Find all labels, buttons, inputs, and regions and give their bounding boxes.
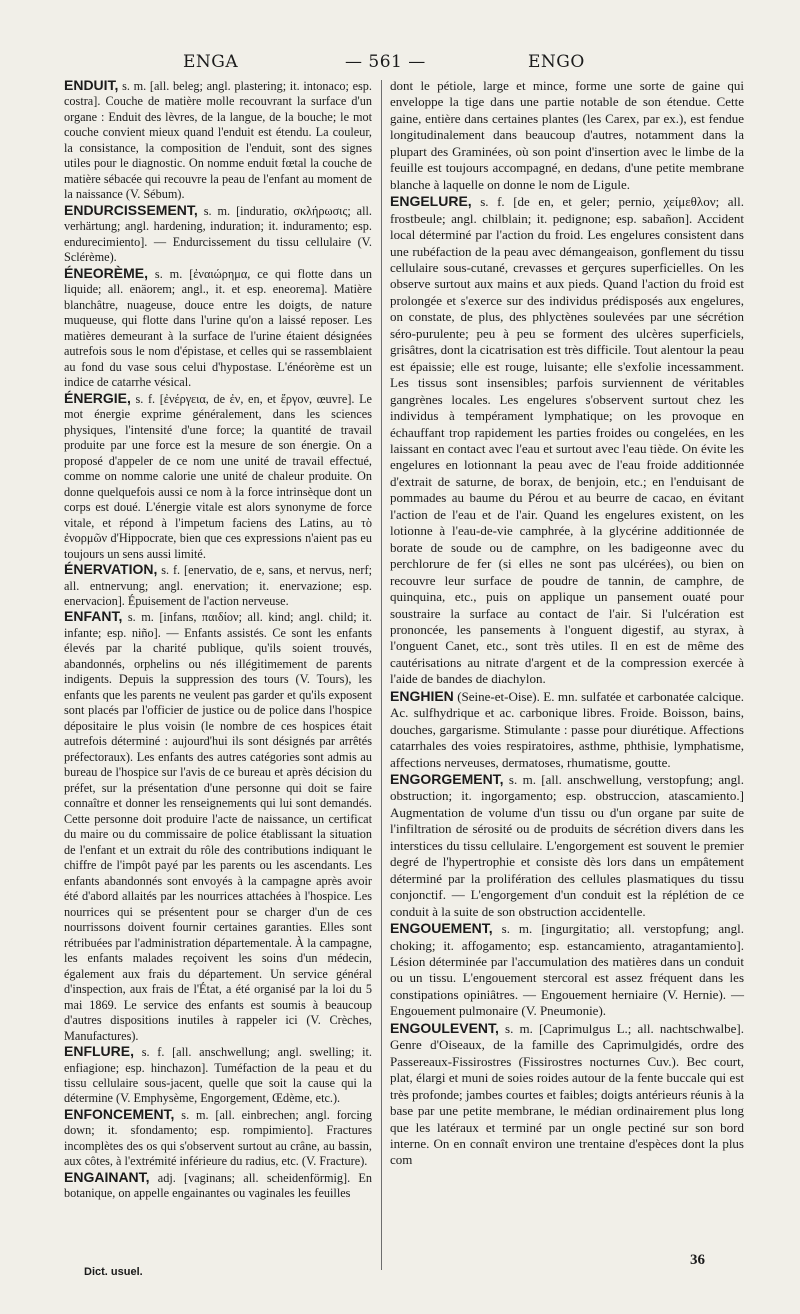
dictionary-entry (64, 203, 372, 266)
dictionary-entry (64, 1170, 372, 1202)
entry-headword: ENDUIT, (64, 77, 119, 93)
right-column (390, 78, 744, 1169)
entry-text: s. m. [all. anschwellung, verstopfung; angl. obstruction; it. ingorgamento; esp. obstruccion, atascamiento.] Augmentation de volume d'un tissu ou d'un organe par suite de l'infiltration de sérosité ou de produits de sécrétion divers dans les interstices du tissu cellulaire. L'engorgement est souvent le premier degré de l'hypertrophie et consiste dès lors dans un empâtement déterminé par la prolifération des cellules plasmatiques du tissu conjonctif. — L'engorgement d'un conduit est la réplétion de ce conduit à la suite de son obstruction accidentelle. (390, 772, 744, 919)
dictionary-entry (64, 1107, 372, 1170)
dictionary-entry (64, 1044, 372, 1107)
entry-headword: ENGOULEVENT, (390, 1019, 499, 1036)
entry-text: s. f. [de en, et geler; pernio, χείμεθλον; all. frostbeule; angl. chilblain; it. pedignone; esp. sabañon]. Accident local déterminé par l'action du froid. Les engelures consistent dans une rubéfaction de la peau avec démangeaison, gonflement du tissu cellulaire sous-cutané, crevasses et gerçures superficielles. On les observe surtout aux mains et aux pieds. Quand l'action du froid est prolongée et s'exerce sur des individus prédisposés aux engelures, on constate, de plus, des phlyctènes soulevées par une sécrétion séro-purulente; peu à peu se forment des ulcères superficiels, grisâtres, dont la cicatrisation est très difficile. Tout alentour la peau est épaissie; elle est rouge, luisante; elle s'exfolie incessamment. Les tissus sont insensibles; parfois surviennent de véritables gangrènes locales. Les engelures s'observent surtout chez les individus à tempérament lymphatique; on les provoque en échauffant trop rapidement les parties froides ou congelées, en les laissant en contact avec l'eau et surtout avec l'eau tiède. On évite les engelures en lotionnant la peau avec de l'eau froide additionnée d'extrait de saturne, de borax, de benjoin, etc.; en l'enduisant de pommades au baume du Pérou et au beurre de cacao, en évitant l'action de l'eau et de l'air. Quand les engelures existent, on les lotionne à l'eau-de-vie camphrée, à la glycérine additionnée de borate de soude ou de camphre, on les badigeonne avec du perchlorure de fer (si elles ne sont pas ulcérées), ou bien on recouvre leur surface de poudre de tannin, de camphre, de quinquina, etc., puis on applique un pansement ouaté pour soustraire la surface au contact de l'air. Si l'ulcération est prononcée, les pansements à l'onguent digestif, au styrax, à l'onguent Canet, etc., sont très utiles. Il en est de même des cautérisations au nitrate d'argent et de la compression exercée à l'aide de bandes de diachylon. (390, 194, 744, 687)
entry-text: dont le pétiole, large et mince, forme une sorte de gaine qui enveloppe la tige dans une partie notable de son étendue. Cette gaine, entière dans certaines plantes (les Carex, par ex.), est fendue longitudinalement dans beaucoup d'autres, notamment dans la plupart des Graminées, où son point d'insertion avec le limbe de la feuille est toujours accompagné, en dedans, d'une petite membrane blanche à laquelle on donne le nom de Ligule. (390, 78, 744, 192)
dictionary-entry (390, 78, 744, 193)
entry-headword: ENGHIEN (390, 687, 454, 704)
entry-headword: ENFLURE, (64, 1043, 134, 1060)
entry-headword: ENFANT, (64, 608, 123, 625)
entry-headword: ENFONCEMENT, (64, 1105, 175, 1122)
signature-number: 36 (690, 1252, 705, 1268)
dictionary-entry (64, 562, 372, 609)
entry-text: s. m. [Caprimulgus L.; all. nachtschwalbe]. Genre d'Oiseaux, de la famille des Caprimulgidés, ordre des Passereaux-Fissirostres (Fissirostres nocturnes Cuv.). Bec court, plat, élargi et muni de soies roides autour de la fente buccale qui est très profonde; jambes courtes et faibles; doigts antérieurs réunis à la base par une petite membrane, le médian ordinairement plus long que les latéraux et terminé par un ongle pectiné sur son bord interne. On en connaît environ une trentaine d'espèces dont la plus com (390, 1020, 744, 1168)
header-left-guideword: ENGA (183, 52, 239, 72)
header-right-guideword: ENGO (528, 52, 585, 72)
entry-text: s. m. [infans, παιδίον; all. kind; angl. child; it. infante; esp. niño]. — Enfants assistés. Ce sont les enfants élevés par la charité publique, qu'ils soient trouvés, abandonnés, orphelins ou nés illégitimement de parents indigents. Depuis la suppression des tours (V. Tours), les enfants que les parents ne veulent pas garder et qu'ils exposent sont placés par l'officier de justice ou de police dans l'hospice dépositaire le plus voisin (le nombre de ces hospices était autrefois déterminé : aujourd'hui ils sont désignés par arrêtés préfectoraux). Les enfants des autres catégories sont admis au bureau de l'hospice sur l'avis de ce bureau et après décision du préfet, sur la présentation d'une personne qui doit se faire connaître et donner les renseignements qui lui sont demandés. Cette personne doit produire l'acte de naissance, un certificat du maire ou du commissaire de police établissant la situation de l'enfant et un extrait du rôle des contributions indiquant le chiffre de l'impôt payé par les parents ou les ascendants. Les enfants abandonnés sont envoyés à la campagne après avoir été d'abord allaités par les nourrices attachées à l'hospice. Les nourrices qui se présentent pour se charger d'un de ces nourrissons doivent fournir certaines garanties. Elles sont rétribuées par l'administration départementale. À la campagne, les enfants malades reçoivent les soins d'un médecin, également aux frais du département. Un service général d'inspection, aux frais de l'État, a été organisé par la loi du 5 mai 1869. Le service des enfants est soumis à beaucoup d'autres dispositions inutiles à rappeler ici (V. Crèches, Manufactures). (64, 610, 372, 1043)
entry-headword: ENGORGEMENT, (390, 771, 504, 788)
page-header (0, 52, 800, 74)
dictionary-entry (390, 771, 744, 920)
entry-text: (Seine-et-Oise). E. mn. sulfatée et carbonatée calcique. Ac. sulfhydrique et ac. carbonique libres. Froide. Boisson, bains, douches, gargarisme. Stimulante : passe pour diurétique. Affections catarrhales des voies respiratoires, asthme, phthisie, lymphatisme, affections nerveuses, dermatoses, rhumatisme, goutte. (390, 688, 744, 770)
dictionary-entry (64, 391, 372, 562)
entry-headword: ENGAINANT, (64, 1168, 150, 1185)
entry-headword: ÉNERGIE, (64, 389, 131, 406)
dictionary-entry (64, 78, 372, 203)
entry-text: s. m. [ingurgitatio; all. verstopfung; angl. choking; it. affogamento; esp. estancamiento, atragantamiento]. Lésion déterminée par l'accumulation des matières dans un conduit ou un tissu. L'engouement stercoral est assez fréquent dans les constipations opiniâtres. — Engouement herniaire (V. Hernie). — Engouement pulmonaire (V. Pneumonie). (390, 921, 744, 1019)
entry-text: s. f. [ἐνέργεια, de ἐν, en, et ἔργον, œuvre]. Le mot énergie exprime généralement, dans les sciences physiques, l'intensité d'une force; la quantité de travail produite par une force est la mesure de son énergie. On a proposé d'appeler de ce nom une unité de travail effectué, comme on nomme calorie une unité de chaleur produite. On donne quelquefois aussi ce nom à la force intrinsèque dont un corps est doué. L'énergie vitale est alors synonyme de force vitale, et répond à l'impetum faciens des Latins, au τὸ ἐνορμῶν d'Hippocrate, bien que ces expressions n'aient pas eu toujours un sens aussi limité. (64, 391, 372, 561)
page-number: — 561 — (345, 52, 426, 72)
entry-text: s. m. [all. einbrechen; angl. forcing down; it. sfondamento; esp. rompimiento]. Fractures incomplètes des os qui s'observent surtout au crâne, au bassin, aux côtes, à l'extrémité inférieure du radius, etc. (V. Fracture). (64, 1107, 372, 1169)
dictionary-entry (390, 193, 744, 688)
column-divider (381, 80, 382, 1270)
dictionary-entry (64, 266, 372, 391)
dictionary-entry (390, 688, 744, 771)
footer-signature: Dict. usuel. (84, 1266, 143, 1278)
entry-headword: ENGELURE, (390, 193, 472, 210)
entry-text: s. f. [all. anschwellung; angl. swelling; it. enfiagione; esp. hinchazon]. Tuméfaction de la peau et du tissu cellulaire sous-jacent, quelle que soit la cause qui la détermine (V. Emphysème, Engorgement, Œdème, etc.). (64, 1045, 372, 1106)
entry-text: s. m. [all. beleg; angl. plastering; it. intonaco; esp. costra]. Couche de matière molle recouvrant la surface d'un organe : Enduit des lèvres, de la langue, de la bouche; le mot couche convient mieux quand l'enduit est étendu. La couleur, la consistance, la composition de l'enduit, sont des signes utiles pour le diagnostic. On nomme enduit fœtal la couche de matière sébacée qui recouvre la peau de l'enfant au moment de la naissance (V. Sébum). (64, 79, 372, 202)
entry-headword: ÉNERVATION, (64, 561, 158, 578)
entry-text: s. m. [induratio, σκλήρωσις; all. verhärtung; angl. hardening, induration; it. induramento; esp. endurecimiento]. — Endurcissement du tissu cellulaire (V. Sclérème). (64, 203, 372, 265)
entry-headword: ENDURCISSEMENT, (64, 201, 198, 218)
entry-text: s. m. [ἐναιώρημα, ce qui flotte dans un liquide; all. enäorem; angl., it. et esp. eneorema]. Matière blanchâtre, nuageuse, douce entre les doigts, de nature muqueuse, qui flotte dans l'urine qu'on a laissé reposer. Les matières demeurant à la surface de l'urine étaient désignées autrefois sous le nom d'épistase, et celles qui se rassemblaient au fond du vase sous celui d'hypostase. L'énéorème est un indice de catarrhe vésical. (64, 266, 372, 390)
entry-text: adj. [vaginans; all. scheidenförmig]. En botanique, on appelle engainantes ou vaginales les feuilles (64, 1170, 372, 1201)
entry-text: s. f. [enervatio, de e, sans, et nervus, nerf; all. entnervung; angl. enervation; it. enervazione; esp. enervacion]. Épuisement de l'action nerveuse. (64, 563, 372, 608)
dictionary-entry (390, 920, 744, 1020)
dictionary-entry (390, 1020, 744, 1169)
entry-headword: ÉNEORÈME, (64, 264, 149, 281)
entry-headword: ENGOUEMENT, (390, 920, 493, 937)
left-column (64, 78, 372, 1202)
dictionary-entry (64, 609, 372, 1044)
